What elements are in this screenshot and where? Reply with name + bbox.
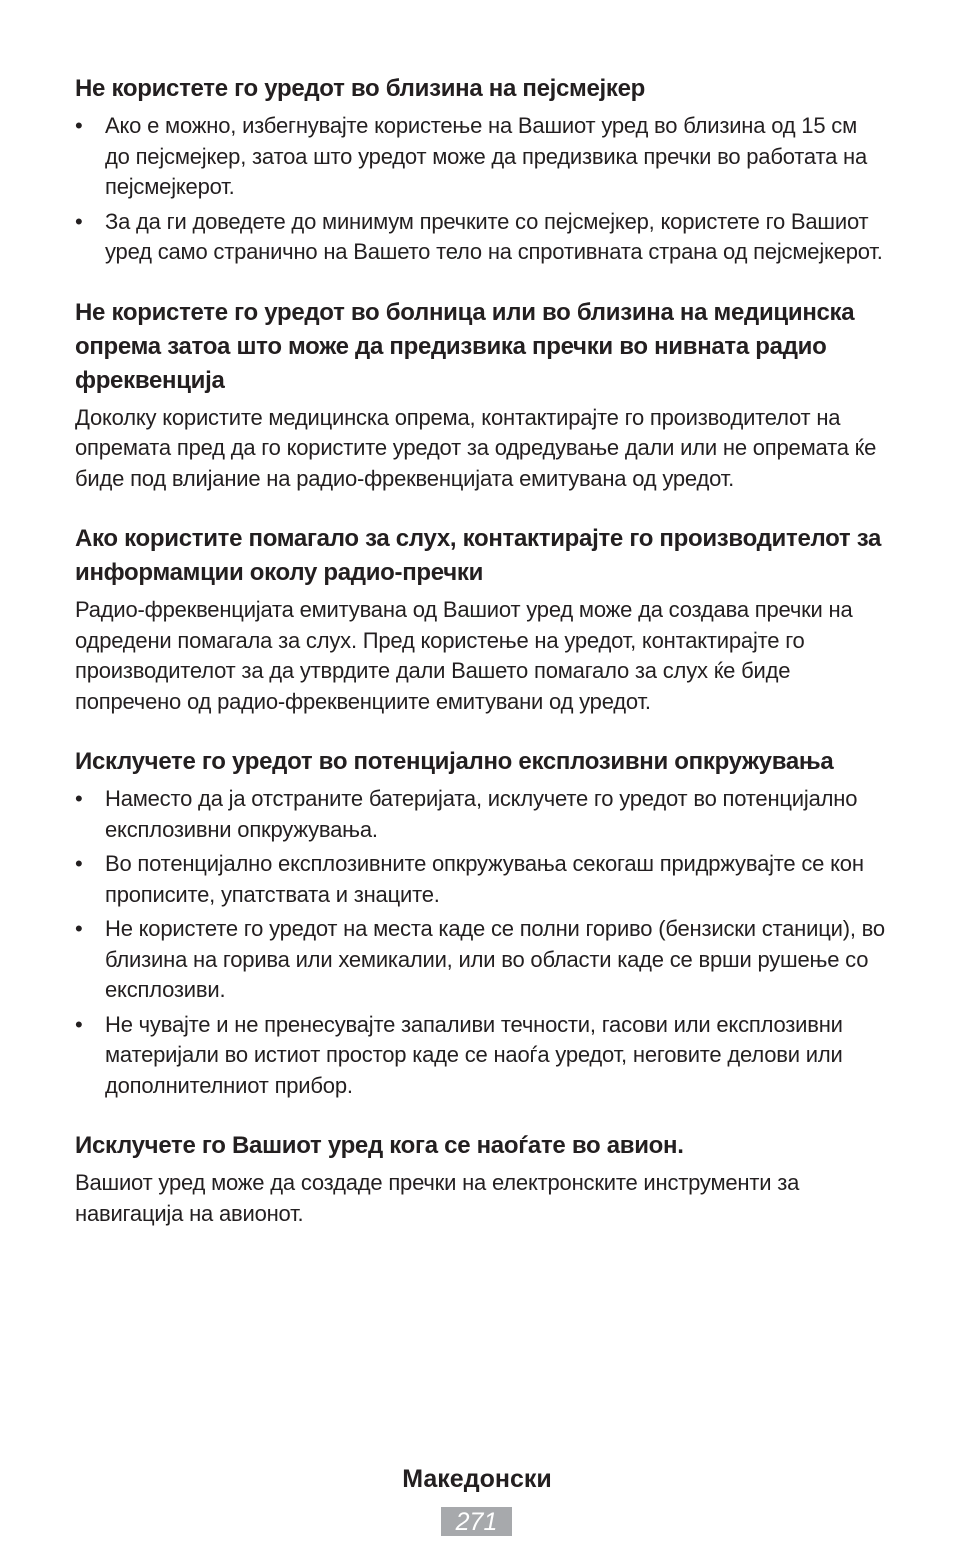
bullet-list [75,111,885,268]
section-heading: Ако користите помагало за слух, контактирајте го производителот за информамции околу радио-пречки [75,525,882,586]
bullet-icon: • [75,113,83,138]
section-paragraph: Доколку користите медицинска опрема, контактирајте го производителот на опремата пред да го користите уредот за одредување дали или не опремата ќе биде под влијание на радио-фреквенцијата емитувана од уредот. [75,404,877,491]
bullet-icon: • [75,786,83,811]
section-hospital [75,296,885,495]
bullet-list [75,784,885,1101]
list-item [75,784,885,845]
section-explosive [75,745,885,1101]
section-paragraph: Радио-фреквенцијата емитувана од Вашиот уред може да создава пречки на одредени помагала за слух. Пред користење на уредот, контактирајте го производителот за да утврдите дали Вашето помагало за слух ќе биде попречено од радио-фреквенциите емитувани од уредот. [75,597,853,714]
list-item-text: За да ги доведете до минимум пречките со пејсмејкер, користете го Вашиот уред само странично на Вашето тело на спротивната страна од пејсмејкерот. [105,208,883,264]
list-item-text: Не користете го уредот на места каде се полни гориво (бензиски станици), во близина на горива или хемикалии, или во области каде се врши рушење со експлозиви. [105,916,885,1002]
section-heading: Исклучете го Вашиот уред кога се наоѓате во авион. [75,1132,684,1159]
section-heading: Не користете го уредот во близина на пејсмејкер [75,75,646,102]
list-item-text: Во потенцијално експлозивните опкружувања секогаш придржувајте се кон прописите, упатствата и знаците. [105,851,864,907]
list-item [75,1010,885,1102]
document-body [75,72,885,1229]
section-heading: Исклучете го уредот во потенцијално експлозивни опкружувања [75,748,834,775]
bullet-icon: • [75,916,83,941]
section-pacemaker [75,72,885,268]
list-item-text: Не чувајте и не пренесувајте запаливи течности, гасови или експлозивни материјали во истиот простор каде се наоѓа уредот, неговите делови или дополнителниот прибор. [105,1011,843,1098]
list-item [75,914,885,1006]
list-item [75,207,885,268]
list-item-text: Наместо да ја отстраните батеријата, исклучете го уредот во потенцијално експлозивни опкружувања. [105,786,858,842]
bullet-icon: • [75,208,83,234]
bullet-icon: • [75,851,83,876]
section-hearing-aid [75,522,885,717]
section-heading: Не користете го уредот во болница или во близина на медицинска опрема затоа што може да предизвика пречки во нивната радио фреквенција [75,298,855,394]
list-item [75,849,885,910]
bullet-icon: • [75,1011,83,1037]
list-item-text: Ако е можно, избегнувајте користење на Вашиот уред во близина од 15 см до пејсмејкер, затоа што уредот може да предизвика пречки во работата на пејсмејкерот. [105,113,868,199]
section-airplane [75,1129,885,1229]
section-paragraph: Вашиот уред може да создаде пречки на електронските инструменти за навигација на авионот. [75,1170,800,1226]
list-item [75,111,885,203]
footer-language: Македонски [402,1465,552,1493]
page-number: 271 [441,1507,512,1536]
